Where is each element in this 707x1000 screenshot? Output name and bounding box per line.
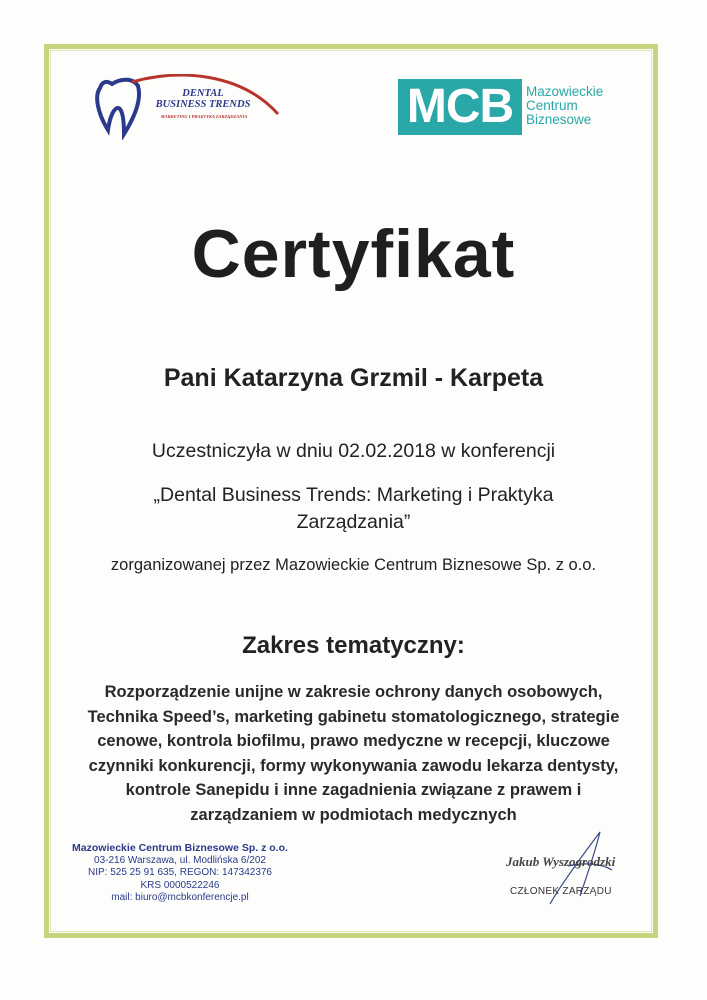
- participation-line: Uczestniczyła w dniu 02.02.2018 w konferencji: [151, 440, 556, 462]
- mcb-line1: Mazowieckie: [526, 84, 604, 99]
- signatory-role: CZŁONEK ZARZĄDU: [510, 886, 612, 897]
- signature-block: [490, 826, 640, 906]
- signatory-name: Jakub Wyszogrodzki: [506, 854, 616, 869]
- organizer-line: zorganizowanej przez Mazowieckie Centrum Biznesowe Sp. z o.o.: [110, 556, 597, 574]
- company-krs: KRS 0000522246: [140, 879, 220, 891]
- mcb-line3: Biznesowe: [526, 112, 592, 127]
- scope-heading: Zakres tematyczny:: [242, 632, 465, 659]
- conference-name: „Dental Business Trends: Marketing i Praktyka Zarządzania”: [153, 484, 554, 533]
- recipient-name: Pani Katarzyna Grzmil - Karpeta: [163, 364, 544, 392]
- company-name: Mazowieckie Centrum Biznesowe Sp. z o.o.: [72, 842, 288, 854]
- dbt-subtitle: MARKETING I PRAKTYKA ZARZĄDZANIA: [160, 114, 248, 119]
- mcb-mark: MCB: [398, 79, 522, 135]
- company-mail: mail: biuro@mcbkonferencje.pl: [111, 892, 249, 903]
- dbt-title-line1: DENTAL: [182, 88, 224, 99]
- company-info: [60, 842, 300, 905]
- dental-business-trends-logo: [92, 74, 282, 140]
- mcb-wordmark: [526, 85, 603, 127]
- mcb-line2: Centrum: [526, 98, 578, 113]
- company-tax-ids: NIP: 525 25 91 635, REGON: 147342376: [87, 867, 272, 878]
- dbt-title: [148, 88, 258, 110]
- certificate-title: Certyfikat: [191, 216, 516, 292]
- scope-text: Rozporządzenie unijne w zakresie ochrony danych osobowych, Technika Speed’s, marketing gabinetu stomatologicznego, strategie cenowe, kontrola biofilmu, prawo medyczne w recepcji, kluczowe czynniki konkurencji, formy wykonywania zawodu lekarza dentysty, kontrole Sanepidu i inne zagadnienia związane z prawem i zarządzaniem w podmiotach medycznych: [87, 683, 620, 824]
- company-address: 03-216 Warszawa, ul. Modlińska 6/202: [94, 854, 266, 866]
- dbt-title-line2: BUSINESS TRENDS: [155, 99, 251, 110]
